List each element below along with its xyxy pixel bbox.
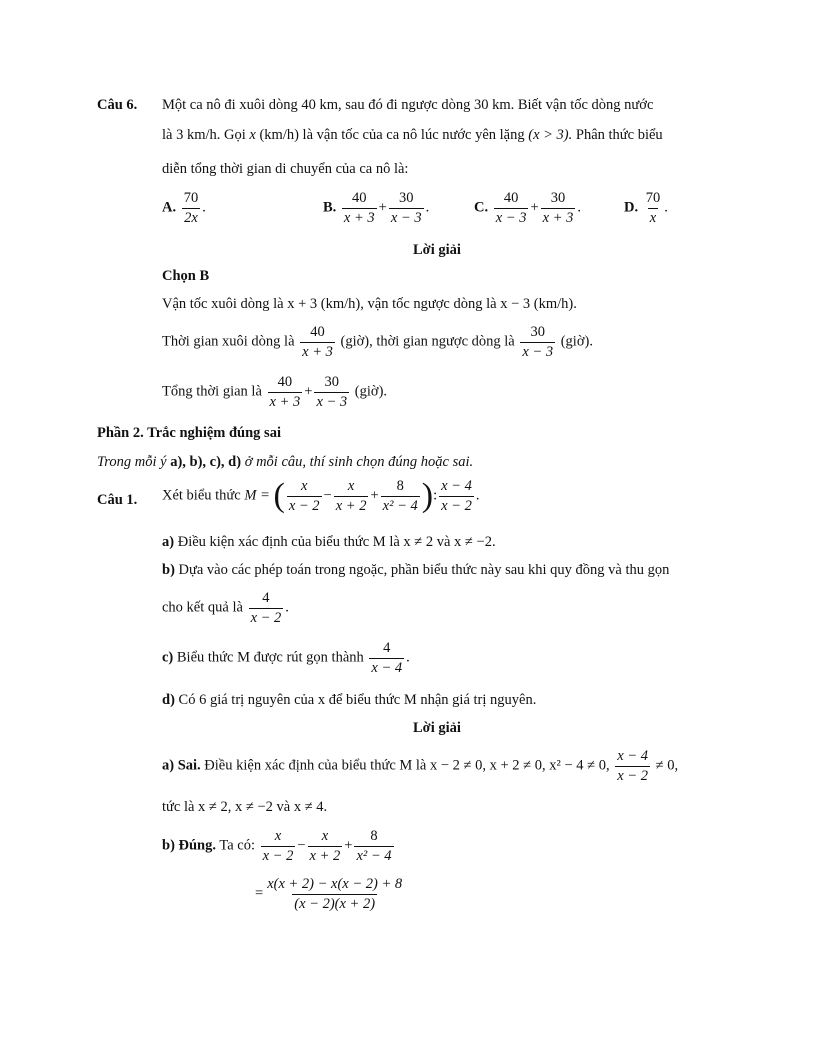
numerator: 30 bbox=[550, 190, 566, 206]
numerator: 30 bbox=[530, 324, 545, 340]
numerator: 8 bbox=[370, 828, 378, 844]
statement-a bbox=[162, 534, 496, 551]
text: ≠ 0, bbox=[655, 757, 679, 774]
part-2-title: Phần 2. Trắc nghiệm đúng sai bbox=[97, 425, 281, 441]
denominator: x − 2 bbox=[617, 767, 648, 784]
solution-a-line-2: tức là x ≠ 2, x ≠ −2 và x ≠ 4. bbox=[162, 799, 328, 815]
option-d: D. $\frac{70}{x}$ . bbox=[624, 190, 668, 226]
numerator: 8 bbox=[396, 478, 404, 494]
numerator: 30 bbox=[398, 190, 414, 206]
label: c) bbox=[162, 649, 174, 666]
solution-b: b) Đúng. Ta có: $\frac{x}{x - 2}$ − $\frac{x}{x + 2}$ + $\frac{8}{\text{x² − 4}}$ bbox=[162, 828, 392, 864]
solution-b-step: = $\frac{x(x + 2) - x(x - 2) + 8}{(x - 2)(x + 2)}$ bbox=[255, 876, 403, 912]
option-b-label: B. bbox=[323, 199, 337, 216]
denominator: x bbox=[649, 209, 657, 226]
fraction bbox=[354, 828, 393, 864]
numerator: 40 bbox=[310, 324, 325, 340]
numerator: 70 bbox=[645, 190, 661, 206]
fraction bbox=[314, 374, 349, 410]
denominator: x − 3 bbox=[316, 393, 348, 410]
solution-title: Lời giải bbox=[413, 242, 461, 258]
option-d-label: D. bbox=[624, 199, 639, 216]
denominator: x − 4 bbox=[371, 659, 403, 676]
option-a-fraction bbox=[182, 190, 201, 226]
numerator: x(x + 2) − x(x − 2) + 8 bbox=[267, 876, 403, 892]
denominator: x − 2 bbox=[441, 497, 472, 514]
denominator: x + 2 bbox=[335, 497, 367, 514]
label: a) bbox=[162, 534, 175, 550]
text: (giờ). bbox=[354, 383, 388, 400]
denominator: x² − 4 bbox=[382, 497, 418, 514]
solution-line-1: Vận tốc xuôi dòng là x + 3 (km/h), vận tốc ngược dòng là x − 3 (km/h). bbox=[162, 296, 577, 312]
text: Ta có: bbox=[219, 837, 255, 854]
fraction bbox=[300, 324, 335, 360]
fraction bbox=[520, 324, 555, 360]
numerator: 4 bbox=[383, 640, 391, 656]
numerator: x bbox=[321, 828, 329, 844]
fraction bbox=[342, 190, 377, 226]
denominator: (x − 2)(x + 2) bbox=[294, 895, 376, 912]
text: ở mỗi câu, thí sinh chọn đúng hoặc sai. bbox=[244, 454, 474, 470]
question-6-line-2-start: là 3 km/h. Gọi bbox=[162, 127, 246, 143]
fraction bbox=[308, 828, 343, 864]
fraction bbox=[369, 640, 404, 676]
denominator: x − 2 bbox=[262, 847, 294, 864]
statement-b-line-2: cho kết quả là $\frac{4}{x - 2}$ . bbox=[162, 590, 289, 626]
denominator: x − 3 bbox=[495, 209, 527, 226]
label: b) Đúng. bbox=[162, 837, 216, 854]
denominator: x² − 4 bbox=[356, 847, 392, 864]
denominator: x − 3 bbox=[522, 343, 554, 360]
solution-line-3: Tổng thời gian là $\frac{40}{x + 3}$ + $\frac{30}{x - 3}$ (giờ). bbox=[162, 374, 388, 410]
question-1-expression: Xét biểu thức M = ( $\frac{x}{x - 2}$ − $\frac{x}{x + 2}$ + $\frac{8}{\text{x² − 4}}$ ): $\frac{x - 4}{x - 2}$ . bbox=[162, 477, 480, 515]
text: Có 6 giá trị nguyên của x để biểu thức M nhận giá trị nguyên. bbox=[178, 692, 537, 708]
denominator: x + 3 bbox=[269, 393, 301, 410]
question-1-label: Câu 1. bbox=[97, 492, 138, 508]
fraction bbox=[541, 190, 576, 226]
part-2-instruction bbox=[97, 454, 473, 471]
denominator: x + 3 bbox=[302, 343, 333, 360]
question-6-label: Câu 6. bbox=[97, 97, 138, 113]
statement-b-line-1 bbox=[162, 562, 669, 579]
option-d-fraction bbox=[644, 190, 663, 226]
option-c: C. $\frac{40}{x - 3}$ + $\frac{30}{x + 3}$ . bbox=[474, 190, 582, 226]
fraction bbox=[287, 478, 322, 514]
numerator: x bbox=[347, 478, 355, 494]
lhs: M = bbox=[244, 487, 270, 504]
fraction bbox=[494, 190, 529, 226]
denominator: x − 2 bbox=[250, 609, 282, 626]
statement-d bbox=[162, 692, 536, 709]
question-6-line-3: diễn tổng thời gian di chuyển của ca nô là: bbox=[162, 161, 409, 177]
fraction bbox=[265, 876, 404, 912]
text: Tổng thời gian là bbox=[162, 383, 262, 400]
numerator: x bbox=[300, 478, 308, 494]
fraction bbox=[389, 190, 424, 226]
denominator: x − 2 bbox=[288, 497, 320, 514]
question-6-line-2-mid: (km/h) là vận tốc của ca nô lúc nước yên lặng bbox=[259, 127, 525, 143]
fraction bbox=[439, 478, 474, 514]
denominator: x − 3 bbox=[390, 209, 422, 226]
fraction bbox=[268, 374, 303, 410]
numerator: 30 bbox=[324, 374, 340, 390]
question-6-line-2 bbox=[162, 127, 663, 144]
numerator: 40 bbox=[503, 190, 519, 206]
option-c-label: C. bbox=[474, 199, 489, 216]
text: cho kết quả là bbox=[162, 599, 243, 616]
text: Trong mỗi ý bbox=[97, 454, 167, 470]
denominator: x + 3 bbox=[343, 209, 375, 226]
solution-a bbox=[162, 748, 678, 784]
question-6-line-2-end: Phân thức biểu bbox=[575, 127, 663, 143]
denominator: x + 2 bbox=[309, 847, 341, 864]
fraction bbox=[261, 828, 296, 864]
condition: (x > 3). bbox=[528, 127, 573, 143]
fraction bbox=[381, 478, 420, 514]
text: (giờ). bbox=[560, 333, 593, 350]
numerator: 4 bbox=[262, 590, 270, 606]
numerator: 40 bbox=[352, 190, 367, 206]
option-b: B. $\frac{40}{x + 3}$ + $\frac{30}{x - 3}$ . bbox=[323, 190, 430, 226]
denominator: 2x bbox=[184, 209, 198, 226]
text: Biểu thức M được rút gọn thành bbox=[176, 649, 364, 666]
numerator: 40 bbox=[277, 374, 293, 390]
solution-title-2: Lời giải bbox=[413, 720, 461, 736]
answer-choice: Chọn B bbox=[162, 268, 210, 284]
label: a) Sai. bbox=[162, 757, 201, 774]
solution-line-2 bbox=[162, 324, 593, 360]
option-a: A. $\frac{70}{2x}$ . bbox=[162, 190, 206, 226]
label: b) bbox=[162, 562, 175, 578]
text: Xét biểu thức bbox=[162, 487, 241, 504]
text: (giờ), thời gian ngược dòng là bbox=[340, 333, 515, 350]
text: Thời gian xuôi dòng là bbox=[162, 333, 295, 350]
question-6-line-1: Một ca nô đi xuôi dòng 40 km, sau đó đi ngược dòng 30 km. Biết vận tốc dòng nước bbox=[162, 97, 654, 113]
numerator: x − 4 bbox=[441, 478, 472, 494]
label: d) bbox=[162, 692, 175, 708]
option-a-label: A. bbox=[162, 199, 177, 216]
text: Dựa vào các phép toán trong ngoặc, phần biểu thức này sau khi quy đồng và thu gọn bbox=[178, 562, 670, 578]
fraction bbox=[334, 478, 369, 514]
variable-x: x bbox=[249, 127, 256, 143]
text: Điều kiện xác định của biểu thức M là x − 2 ≠ 0, x + 2 ≠ 0, x² − 4 ≠ 0, bbox=[204, 757, 610, 774]
fraction bbox=[249, 590, 284, 626]
denominator: x + 3 bbox=[542, 209, 574, 226]
numerator: x − 4 bbox=[617, 748, 648, 764]
items: a), b), c), d) bbox=[170, 454, 242, 470]
numerator: x bbox=[274, 828, 282, 844]
numerator: 70 bbox=[183, 190, 199, 206]
text: Điều kiện xác định của biểu thức M là x ≠ 2 và x ≠ −2. bbox=[177, 534, 496, 550]
fraction bbox=[615, 748, 650, 784]
statement-c: c) Biểu thức M được rút gọn thành $\frac{4}{x - 4}$ . bbox=[162, 640, 410, 676]
